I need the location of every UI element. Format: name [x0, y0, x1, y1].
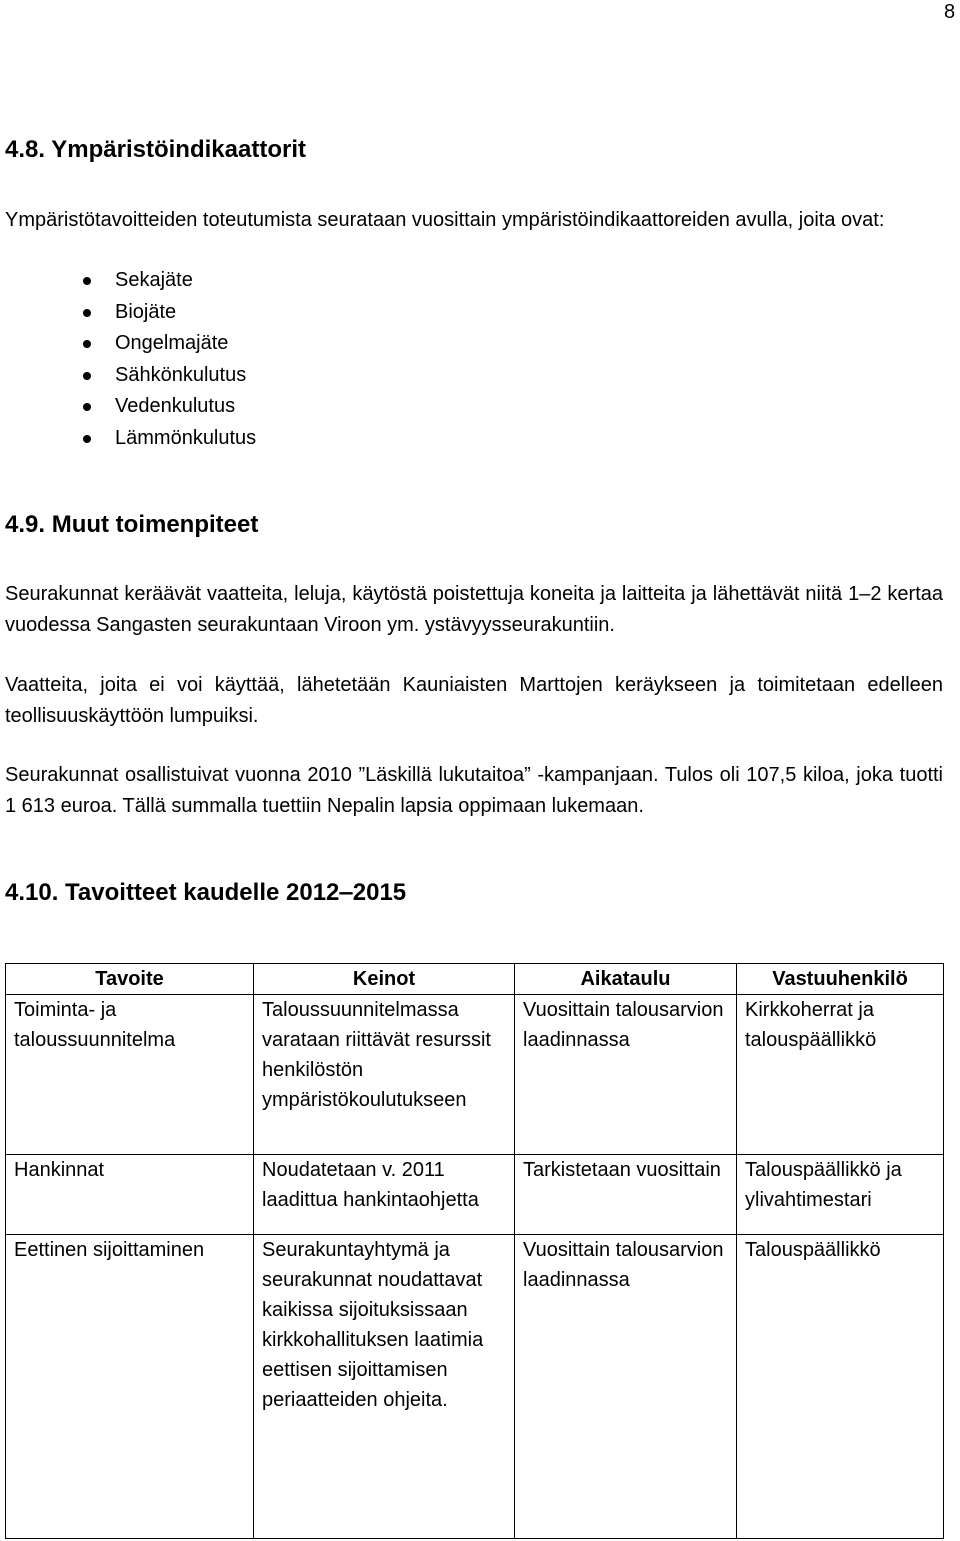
table-cell: Talouspäällikkö [737, 1235, 944, 1539]
table-row [6, 995, 944, 1155]
column-header-responsible: Vastuuhenkilö [737, 964, 944, 995]
table-row [6, 1235, 944, 1539]
table-cell: Eettinen sijoittaminen [6, 1235, 254, 1539]
indicator-list [5, 265, 256, 454]
list-item: Vedenkulutus [5, 391, 256, 423]
table-cell: Toiminta- ja taloussuunnitelma [6, 995, 254, 1155]
table-cell: Taloussuunnitelmassa varataan riittävät resurssit henkilöstön ympäristökoulutukseen [254, 995, 515, 1155]
bullet-icon [83, 372, 91, 380]
table-cell: Kirkkoherrat ja talouspäällikkö [737, 995, 944, 1155]
bullet-icon [83, 277, 91, 285]
bullet-icon [83, 340, 91, 348]
goals-table [5, 963, 944, 1539]
section-title-goals: 4.10. Tavoitteet kaudelle 2012‒2015 [5, 879, 407, 906]
bullet-icon [83, 309, 91, 317]
indicators-intro: Ympäristötavoitteiden toteutumista seurataan vuosittain ympäristöindikaattoreiden avulla, joita ovat: [5, 209, 885, 231]
column-header-means: Keinot [254, 964, 515, 995]
page-number: 8 [944, 1, 956, 23]
bullet-icon [83, 403, 91, 411]
list-item: Lämmönkulutus [5, 423, 256, 455]
list-item: Sähkönkulutus [5, 360, 256, 392]
section-title-environmental-indicators: 4.8. Ympäristöindikaattorit [5, 136, 306, 163]
list-item: Sekajäte [5, 265, 256, 297]
column-header-schedule: Aikataulu [515, 964, 737, 995]
list-item: Biojäte [5, 297, 256, 329]
table-cell: Tarkistetaan vuosittain [515, 1154, 737, 1234]
table-cell: Hankinnat [6, 1154, 254, 1234]
table-row [6, 1154, 944, 1234]
paragraph-campaign: Seurakunnat osallistuivat vuonna 2010 ”Läskillä lukutaitoa” -kampanjaan. Tulos oli 107,5 kiloa, joka tuotti 1 613 euroa. Tällä summalla tuettiin Nepalin lapsia oppimaan lukemaan. [5, 764, 943, 817]
section-title-other-measures: 4.9. Muut toimenpiteet [5, 511, 259, 538]
bullet-icon [83, 435, 91, 443]
table-cell: Vuosittain talousarvion laadinnassa [515, 995, 737, 1155]
paragraph-clothes: Vaatteita, joita ei voi käyttää, lähetetään Kauniaisten Marttojen keräykseen ja toimitetaan edelleen teollisuuskäyttöön lumpuiksi. [5, 674, 943, 727]
table-cell: Seurakuntayhtymä ja seurakunnat noudattavat kaikissa sijoituksissaan kirkkohallituksen laatimia eettisen sijoittamisen periaatteiden ohjeita. [254, 1235, 515, 1539]
paragraph-collection: Seurakunnat keräävät vaatteita, leluja, käytöstä poistettuja koneita ja laitteita ja lähettävät niitä 1‒2 kertaa vuodessa Sangasten seurakuntaan Viroon ym. ystävyysseurakuntiin. [5, 583, 943, 636]
column-header-goal: Tavoite [6, 964, 254, 995]
table-cell: Vuosittain talousarvion laadinnassa [515, 1235, 737, 1539]
list-item: Ongelmajäte [5, 328, 256, 360]
table-header-row [6, 964, 944, 995]
table-cell: Noudatetaan v. 2011 laadittua hankintaohjetta [254, 1154, 515, 1234]
table-cell: Talouspäällikkö ja ylivahtimestari [737, 1154, 944, 1234]
